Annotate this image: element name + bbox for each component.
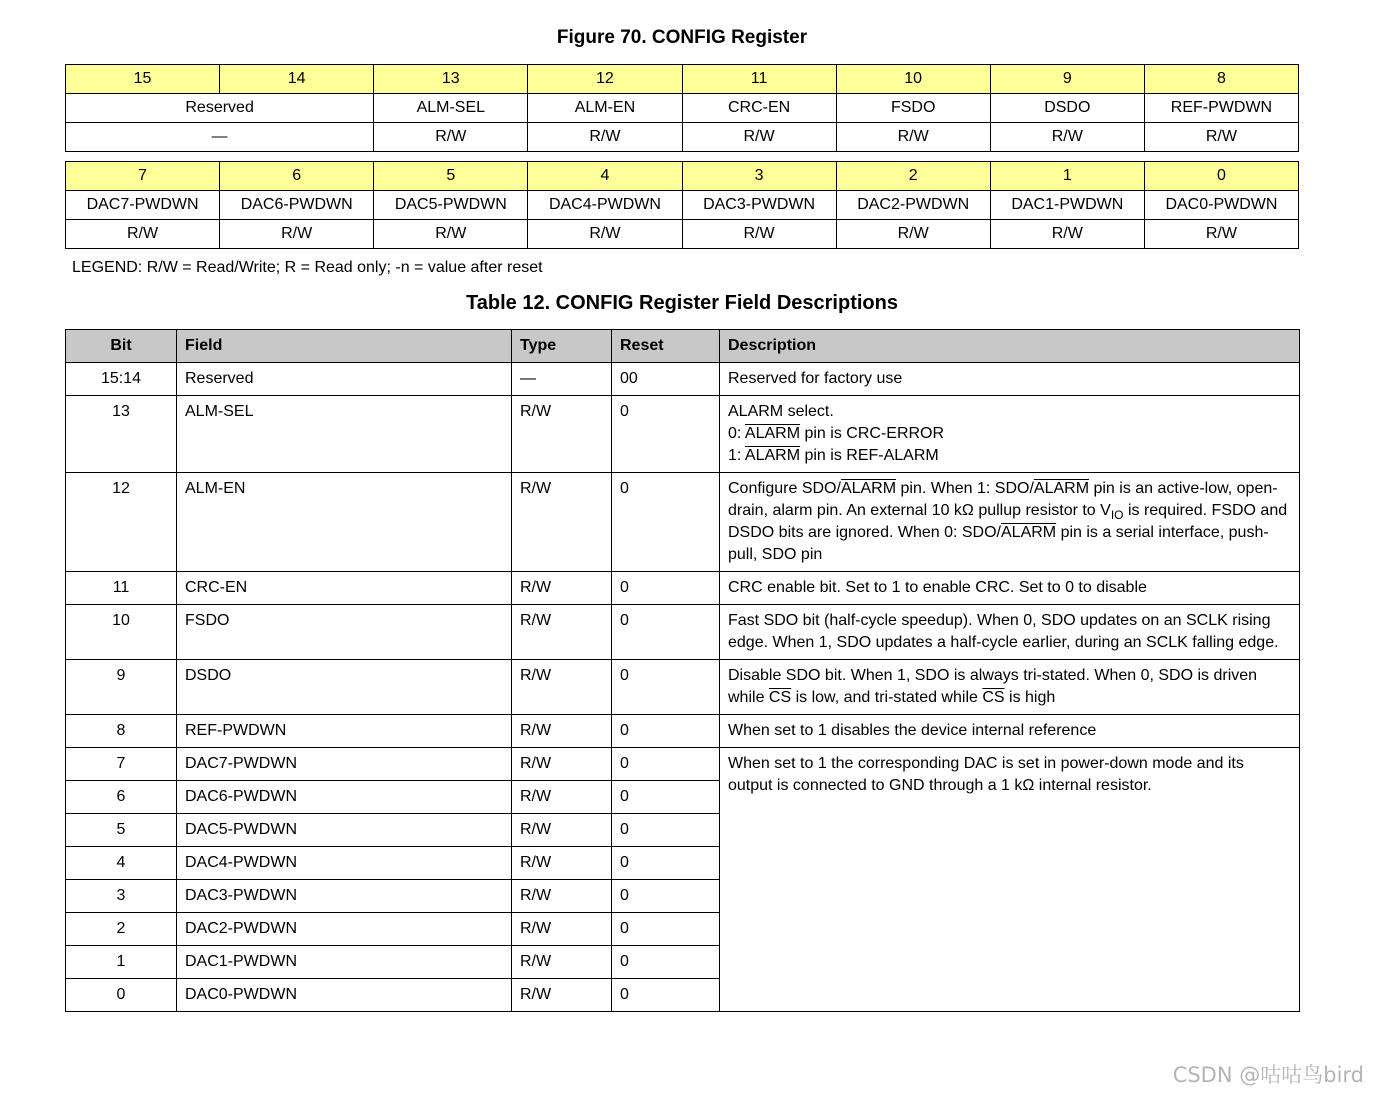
register-access-cell: R/W: [1144, 220, 1298, 249]
text-segment: pin is CRC-ERROR: [800, 425, 945, 442]
bit-number-cell: 7: [66, 162, 220, 191]
register-access-cell: R/W: [66, 220, 220, 249]
type-cell: R/W: [512, 781, 612, 814]
field-table-row: [66, 605, 1300, 660]
type-cell: R/W: [512, 847, 612, 880]
field-cell: ALM-SEL: [177, 396, 512, 473]
bit-number-cell: 5: [374, 162, 528, 191]
text-segment: 1:: [728, 447, 745, 464]
field-table-row: [66, 748, 1300, 781]
bit-number-cell: 12: [528, 65, 682, 94]
register-field-cell: DAC4-PWDWN: [528, 191, 682, 220]
field-cell: DAC0-PWDWN: [177, 979, 512, 1012]
legend-text: LEGEND: R/W = Read/Write; R = Read only; -n = value after reset: [72, 259, 543, 276]
register-access-cell: R/W: [682, 220, 836, 249]
field-cell: DAC3-PWDWN: [177, 880, 512, 913]
description-line: [728, 423, 1291, 445]
description-cell: [720, 605, 1300, 660]
register-access-cell: R/W: [374, 220, 528, 249]
overline-text: ALARM: [1033, 480, 1090, 497]
description-cell: [720, 660, 1300, 715]
table-title: Table 12. CONFIG Register Field Descriptions: [466, 292, 898, 314]
register-field-cell: DAC2-PWDWN: [836, 191, 990, 220]
text-segment: 0:: [728, 425, 745, 442]
reset-cell: 0: [612, 572, 720, 605]
field-names-row: [66, 191, 1299, 220]
bit-cell: 8: [66, 715, 177, 748]
bit-number-cell: 6: [220, 162, 374, 191]
bit-cell: 6: [66, 781, 177, 814]
description-cell: [720, 363, 1300, 396]
field-cell: DAC7-PWDWN: [177, 748, 512, 781]
field-table-row: [66, 572, 1300, 605]
column-header-field: Field: [177, 330, 512, 363]
description-cell: [720, 715, 1300, 748]
text-segment: is low, and tri-stated while: [791, 689, 983, 706]
register-field-cell: REF-PWDWN: [1144, 94, 1298, 123]
type-cell: —: [512, 363, 612, 396]
register-access-cell: R/W: [836, 123, 990, 152]
bit-number-cell: 8: [1144, 65, 1298, 94]
reset-cell: 0: [612, 880, 720, 913]
reset-cell: 00: [612, 363, 720, 396]
register-access-cell: R/W: [990, 220, 1144, 249]
description-cell: [720, 396, 1300, 473]
bit-number-cell: 3: [682, 162, 836, 191]
bit-cell: 2: [66, 913, 177, 946]
text-segment: CRC enable bit. Set to 1 to enable CRC. Set to 0 to disable: [728, 579, 1147, 596]
text-segment: is high: [1004, 689, 1056, 706]
text-segment: Reserved for factory use: [728, 370, 903, 387]
description-cell: [720, 572, 1300, 605]
description-line: [728, 368, 1291, 390]
register-field-cell: DAC3-PWDWN: [682, 191, 836, 220]
bit-cell: 1: [66, 946, 177, 979]
type-cell: R/W: [512, 473, 612, 572]
reset-cell: 0: [612, 748, 720, 781]
overline-text: ALARM: [744, 447, 801, 464]
register-access-cell: R/W: [682, 123, 836, 152]
register-field-cell: DSDO: [990, 94, 1144, 123]
register-access-cell: R/W: [1144, 123, 1298, 152]
bit-number-cell: 15: [66, 65, 220, 94]
overline-text: $\overline{CS}$: [982, 689, 1005, 706]
type-cell: R/W: [512, 814, 612, 847]
field-cell: ALM-EN: [177, 473, 512, 572]
column-header-bit: Bit: [66, 330, 177, 363]
bit-numbers-row: [66, 65, 1299, 94]
type-cell: R/W: [512, 946, 612, 979]
type-cell: R/W: [512, 913, 612, 946]
description-line: [728, 478, 1291, 566]
register-field-cell: DAC7-PWDWN: [66, 191, 220, 220]
field-table-row: [66, 715, 1300, 748]
watermark: CSDN @咕咕鸟bird: [1172, 1063, 1364, 1087]
overline-text: $\overline{CS}$: [768, 689, 792, 706]
reset-cell: 0: [612, 473, 720, 572]
text-segment: Disable SDO bit. When 1, SDO is always tri-stated. When 0, SDO is driven while: [728, 667, 1258, 706]
text-segment: Fast SDO bit (half-cycle speedup). When 0, SDO updates on an SCLK rising edge. When 1, SDO updates a half-cycle earlier, during an SCLK falling edge.: [728, 612, 1279, 651]
column-header-description: Description: [720, 330, 1300, 363]
field-table-row: [66, 473, 1300, 572]
bit-number-cell: 2: [836, 162, 990, 191]
register-field-cell: CRC-EN: [682, 94, 836, 123]
description-cell: [720, 473, 1300, 572]
access-types-row: [66, 220, 1299, 249]
type-cell: R/W: [512, 605, 612, 660]
field-cell: DAC2-PWDWN: [177, 913, 512, 946]
text-segment: pin is REF-ALARM: [800, 447, 939, 464]
column-header-reset: Reset: [612, 330, 720, 363]
type-cell: R/W: [512, 396, 612, 473]
field-cell: DSDO: [177, 660, 512, 715]
bit-number-cell: 13: [374, 65, 528, 94]
reset-cell: 0: [612, 396, 720, 473]
field-cell: FSDO: [177, 605, 512, 660]
description-line: [728, 445, 1291, 467]
type-cell: R/W: [512, 748, 612, 781]
reset-cell: 0: [612, 946, 720, 979]
description-cell: [720, 748, 1300, 1012]
bit-cell: 10: [66, 605, 177, 660]
access-types-row: [66, 123, 1299, 152]
register-field-cell: Reserved: [66, 94, 374, 123]
bit-numbers-row: [66, 162, 1299, 191]
bit-number-cell: 1: [990, 162, 1144, 191]
field-names-row: [66, 94, 1299, 123]
bit-number-cell: 4: [528, 162, 682, 191]
bit-cell: 15:14: [66, 363, 177, 396]
config-register-low-byte-table: [65, 161, 1299, 249]
text-segment: is required. FSDO and DSDO bits are ignored. When 0: SDO/: [728, 502, 1288, 541]
field-cell: DAC4-PWDWN: [177, 847, 512, 880]
bit-number-cell: 10: [836, 65, 990, 94]
description-line: [728, 401, 1291, 423]
description-line: [728, 665, 1291, 709]
type-cell: R/W: [512, 880, 612, 913]
field-cell: DAC6-PWDWN: [177, 781, 512, 814]
bit-cell: 4: [66, 847, 177, 880]
bit-number-cell: 0: [1144, 162, 1298, 191]
register-access-cell: R/W: [374, 123, 528, 152]
text-segment: ALARM select.: [728, 403, 834, 420]
reset-cell: 0: [612, 814, 720, 847]
register-field-cell: DAC6-PWDWN: [220, 191, 374, 220]
field-cell: REF-PWDWN: [177, 715, 512, 748]
field-descriptions-table: [65, 329, 1300, 1012]
reset-cell: 0: [612, 847, 720, 880]
description-line: [728, 720, 1291, 742]
field-table-row: [66, 396, 1300, 473]
config-register-high-byte-table: [65, 64, 1299, 152]
register-field-cell: DAC0-PWDWN: [1144, 191, 1298, 220]
overline-text: ALARM: [744, 425, 801, 442]
bit-cell: 7: [66, 748, 177, 781]
bit-cell: 12: [66, 473, 177, 572]
reset-cell: 0: [612, 979, 720, 1012]
text-segment: Configure SDO/: [728, 480, 841, 497]
bit-cell: 5: [66, 814, 177, 847]
reset-cell: 0: [612, 715, 720, 748]
field-cell: DAC5-PWDWN: [177, 814, 512, 847]
description-line: [728, 577, 1291, 599]
text-segment: pin. When 1: SDO/: [896, 480, 1034, 497]
field-cell: DAC1-PWDWN: [177, 946, 512, 979]
text-segment: When set to 1 the corresponding DAC is set in power-down mode and its output is connected to GND through a 1 kΩ internal resistor.: [728, 755, 1244, 794]
register-access-cell: R/W: [836, 220, 990, 249]
register-access-cell: R/W: [220, 220, 374, 249]
field-table-row: [66, 660, 1300, 715]
reset-cell: 0: [612, 781, 720, 814]
register-field-cell: ALM-SEL: [374, 94, 528, 123]
page-content: [65, 27, 1299, 1012]
register-field-cell: DAC1-PWDWN: [990, 191, 1144, 220]
overline-text: ALARM: [840, 480, 897, 497]
reset-cell: 0: [612, 605, 720, 660]
bit-cell: 3: [66, 880, 177, 913]
description-line: [728, 753, 1291, 797]
type-cell: R/W: [512, 660, 612, 715]
column-header-type: Type: [512, 330, 612, 363]
register-field-cell: FSDO: [836, 94, 990, 123]
bit-number-cell: 14: [220, 65, 374, 94]
bit-cell: 9: [66, 660, 177, 715]
text-segment: When set to 1 disables the device internal reference: [728, 722, 1097, 739]
overline-text: ALARM: [1001, 524, 1057, 541]
field-cell: CRC-EN: [177, 572, 512, 605]
bit-number-cell: 11: [682, 65, 836, 94]
bit-cell: 11: [66, 572, 177, 605]
type-cell: R/W: [512, 715, 612, 748]
field-table-row: [66, 363, 1300, 396]
text-segment: pin is an active-low, open-drain, alarm pin. An external 10 kΩ pullup resistor to V: [728, 480, 1278, 519]
register-access-cell: R/W: [528, 220, 682, 249]
register-access-cell: R/W: [990, 123, 1144, 152]
field-cell: Reserved: [177, 363, 512, 396]
register-access-cell: R/W: [528, 123, 682, 152]
bit-cell: 0: [66, 979, 177, 1012]
text-segment: pin is a serial interface, push-pull, SDO pin: [728, 524, 1269, 563]
subscript-text: IO: [1110, 508, 1124, 523]
type-cell: R/W: [512, 572, 612, 605]
bit-cell: 13: [66, 396, 177, 473]
field-table-header-row: [66, 330, 1300, 363]
reset-cell: 0: [612, 913, 720, 946]
register-field-cell: ALM-EN: [528, 94, 682, 123]
figure-title: Figure 70. CONFIG Register: [556, 27, 808, 48]
register-field-cell: DAC5-PWDWN: [374, 191, 528, 220]
bit-number-cell: 9: [990, 65, 1144, 94]
description-line: [728, 610, 1291, 654]
type-cell: R/W: [512, 979, 612, 1012]
reset-cell: 0: [612, 660, 720, 715]
register-access-cell: —: [66, 123, 374, 152]
